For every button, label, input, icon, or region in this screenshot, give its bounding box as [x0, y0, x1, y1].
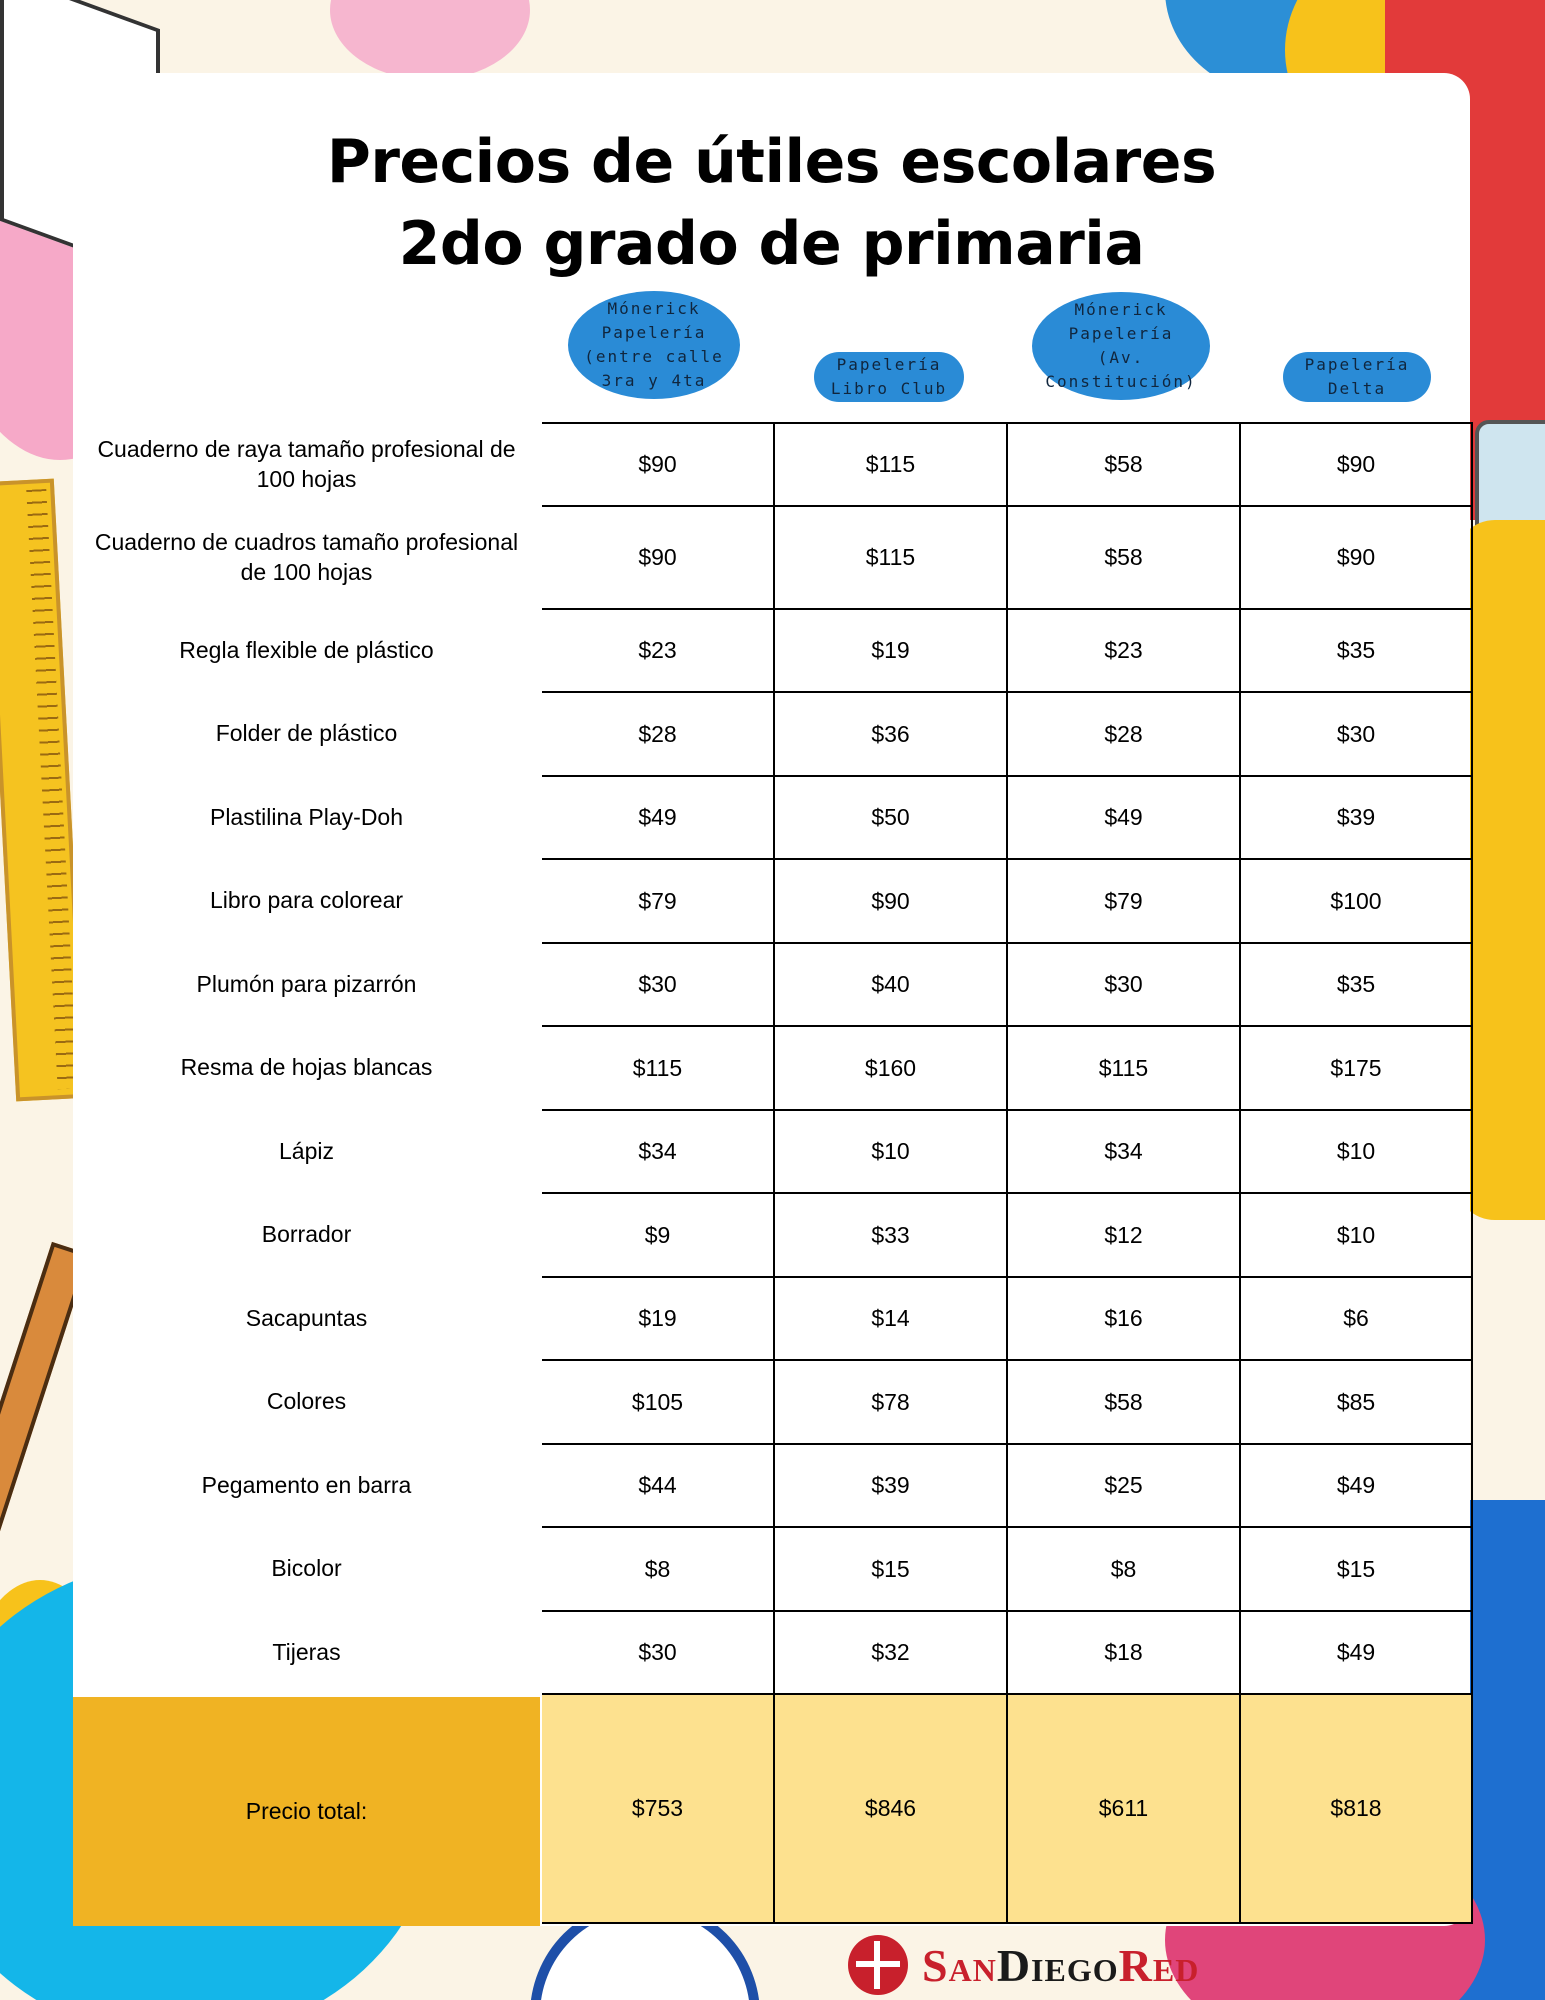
item-label: Colores	[266, 1388, 347, 1414]
item-label: Folder de plástico	[215, 720, 398, 746]
item-label: Plastilina Play-Doh	[209, 803, 404, 830]
price-cell: $15	[1241, 1528, 1473, 1612]
price-cell: $19	[542, 1278, 775, 1361]
price-cell: $90	[542, 424, 775, 507]
logo-text: SanDiegoRed	[922, 1939, 1200, 1991]
price-cell: $34	[1008, 1111, 1241, 1194]
price-cell: $35	[1241, 944, 1473, 1027]
price-cell: $100	[1241, 860, 1473, 944]
store-header-delta	[1283, 352, 1431, 402]
price-cell: $23	[542, 610, 775, 693]
price-cell: $58	[1008, 507, 1241, 610]
price-cell: $78	[775, 1361, 1008, 1445]
total-price-cell: $846	[775, 1695, 1008, 1924]
price-cell: $160	[775, 1027, 1008, 1111]
price-cell: $16	[1008, 1278, 1241, 1361]
price-cell: $10	[1241, 1111, 1473, 1194]
price-cell: $28	[542, 693, 775, 777]
price-cell: $6	[1241, 1278, 1473, 1361]
price-cell: $79	[1008, 860, 1241, 944]
price-cell: $105	[542, 1361, 775, 1445]
price-cell: $10	[1241, 1194, 1473, 1278]
sandiegored-logo	[848, 1935, 1199, 1995]
price-cell: $115	[775, 507, 1008, 610]
store-header-monerick-av	[1032, 292, 1210, 400]
store-name: Mónerick Papelería (Av. Constitución)	[1045, 300, 1197, 391]
store-name: Papelería Delta	[1304, 355, 1410, 398]
item-label: Lápiz	[279, 1137, 334, 1164]
price-cell: $58	[1008, 424, 1241, 507]
price-cell: $30	[1008, 944, 1241, 1027]
price-cell: $115	[1008, 1027, 1241, 1111]
price-cell: $39	[1241, 777, 1473, 860]
price-cell: $18	[1008, 1612, 1241, 1695]
price-cell: $10	[775, 1111, 1008, 1194]
price-cell: $33	[775, 1194, 1008, 1278]
item-label: Cuaderno de cuadros tamaño profesional de 100 hojas	[94, 528, 519, 585]
price-cell: $9	[542, 1194, 775, 1278]
item-label: Bicolor	[271, 1555, 342, 1581]
price-cell: $30	[542, 944, 775, 1027]
price-cell: $115	[542, 1027, 775, 1111]
price-cell: $49	[542, 777, 775, 860]
item-label: Pegamento en barra	[201, 1471, 412, 1498]
price-cell: $90	[542, 507, 775, 610]
price-cell: $25	[1008, 1445, 1241, 1528]
price-cell: $90	[1241, 424, 1473, 507]
store-header-libro-club	[814, 352, 964, 402]
price-cell: $49	[1008, 777, 1241, 860]
price-cell: $14	[775, 1278, 1008, 1361]
price-cell: $35	[1241, 610, 1473, 693]
price-cell: $50	[775, 777, 1008, 860]
price-cell: $90	[1241, 507, 1473, 610]
price-cell: $32	[775, 1612, 1008, 1695]
price-cell: $115	[775, 424, 1008, 507]
item-label: Cuaderno de raya tamaño profesional de 100 hojas	[97, 435, 516, 492]
price-cell: $12	[1008, 1194, 1241, 1278]
price-cell: $8	[542, 1528, 775, 1612]
item-label: Borrador	[261, 1221, 352, 1247]
price-cell: $36	[775, 693, 1008, 777]
price-cell: $79	[542, 860, 775, 944]
price-cell: $30	[542, 1612, 775, 1695]
price-cell: $40	[775, 944, 1008, 1027]
price-cell: $175	[1241, 1027, 1473, 1111]
total-label: Precio total:	[73, 1697, 540, 1926]
price-cell: $44	[542, 1445, 775, 1528]
globe-icon	[848, 1935, 908, 1995]
total-price-cell: $818	[1241, 1695, 1473, 1924]
price-cell: $90	[775, 860, 1008, 944]
store-name: Mónerick Papelería (entre calle 3ra y 4ta	[584, 299, 724, 390]
item-label: Plumón para pizarrón	[196, 970, 417, 997]
item-label: Sacapuntas	[245, 1304, 368, 1331]
price-cell: $23	[1008, 610, 1241, 693]
total-price-cell: $753	[542, 1695, 775, 1924]
item-label: Libro para colorear	[209, 887, 404, 913]
price-cell: $39	[775, 1445, 1008, 1528]
store-name: Papelería Libro Club	[830, 355, 948, 398]
item-label: Tijeras	[272, 1638, 341, 1665]
item-label: Resma de hojas blancas	[180, 1054, 433, 1080]
price-cell: $49	[1241, 1445, 1473, 1528]
price-table-card	[73, 73, 1470, 1926]
page-title: Precios de útiles escolares 2do grado de primaria	[326, 127, 1217, 279]
item-label: Regla flexible de plástico	[179, 636, 434, 663]
price-cell: $15	[775, 1528, 1008, 1612]
price-cell: $8	[1008, 1528, 1241, 1612]
price-cell: $19	[775, 610, 1008, 693]
price-cell: $34	[542, 1111, 775, 1194]
price-cell: $58	[1008, 1361, 1241, 1445]
price-cell: $30	[1241, 693, 1473, 777]
price-cell: $28	[1008, 693, 1241, 777]
total-price-cell: $611	[1008, 1695, 1241, 1924]
decor-pink-blob	[330, 0, 530, 80]
price-cell: $49	[1241, 1612, 1473, 1695]
price-cell: $85	[1241, 1361, 1473, 1445]
store-header-monerick-calle	[568, 291, 740, 399]
